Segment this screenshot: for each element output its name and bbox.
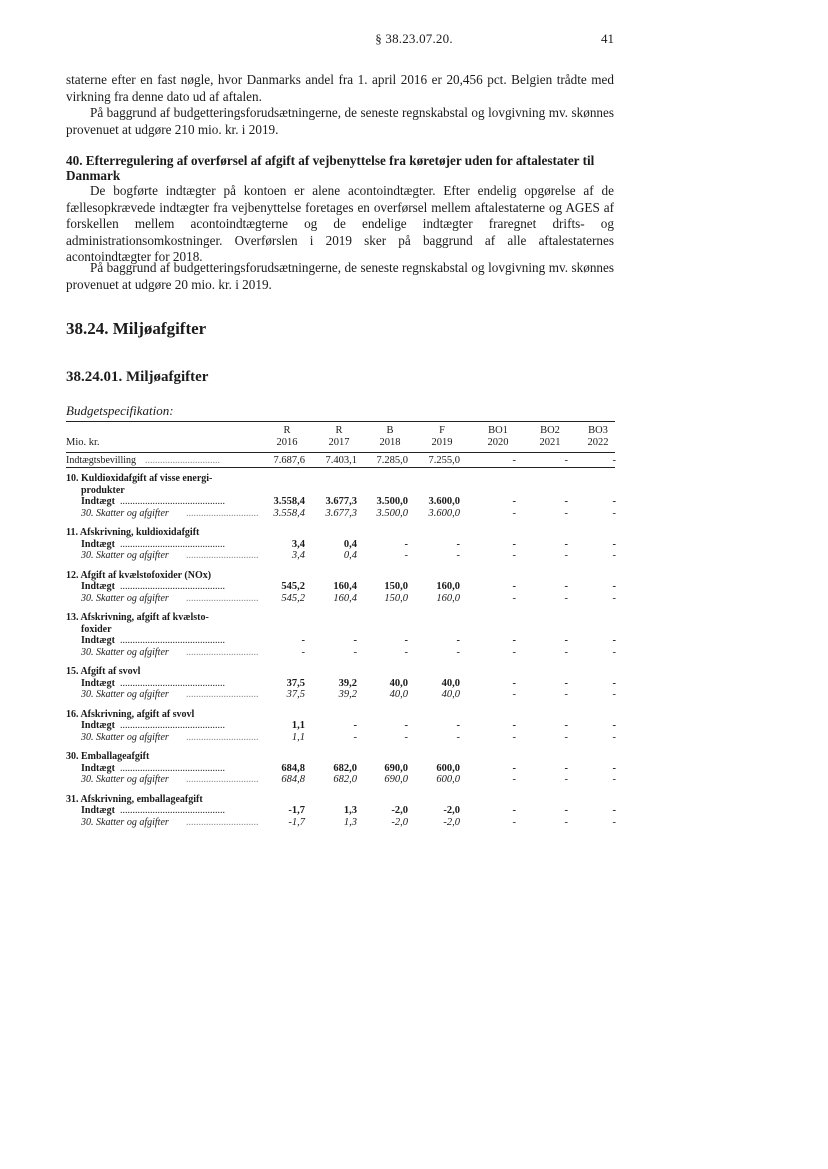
item-income-value: -: [612, 677, 616, 689]
item-title-line: produkter: [81, 484, 125, 496]
item-subaccount-value: 1,1: [291, 731, 305, 743]
item-subaccount-leader: .............................: [186, 550, 259, 561]
item-income-value: -: [612, 762, 616, 774]
item-income-value: -: [512, 496, 516, 507]
column-type-1: R: [335, 425, 343, 436]
item-subaccount-value: 160,0: [436, 592, 460, 604]
item-income-value: 1,3: [343, 805, 357, 816]
item-income-value: -: [564, 538, 568, 550]
item-subaccount-value: -: [612, 731, 616, 743]
column-year-2: 2018: [379, 437, 401, 448]
item-subaccount-label: 30. Skatter og afgifter: [81, 550, 169, 561]
item-subaccount-value: -: [612, 507, 616, 519]
item-income-value: 40,0: [389, 677, 408, 689]
item-income-leader: ..........................................: [120, 538, 225, 550]
item-income-label: Indtægt: [81, 805, 115, 816]
item-income-value: 160,4: [333, 581, 357, 592]
item-income-value: 0,4: [343, 538, 357, 550]
item-income-value: -: [564, 677, 568, 689]
item-subaccount-value: 1,3: [343, 816, 357, 828]
column-type-6: BO3: [588, 425, 608, 436]
item-subaccount-value: -: [404, 550, 408, 561]
item-income-leader: ..........................................: [120, 581, 225, 592]
item-income-value: -: [612, 581, 616, 592]
item-income-value: -: [512, 581, 516, 592]
item-subaccount-value: 37,5: [286, 689, 305, 700]
item-income-value: 684,8: [281, 762, 305, 774]
item-subaccount-value: -2,0: [391, 816, 408, 828]
item-subaccount-value: 690,0: [384, 774, 408, 785]
item-subaccount-label: 30. Skatter og afgifter: [81, 592, 169, 604]
item-income-label: Indtægt: [81, 762, 115, 774]
item-income-leader: ..........................................: [120, 635, 225, 646]
item-subaccount-value: -: [612, 646, 616, 658]
item-income-value: -: [456, 538, 460, 550]
item-income-value: 690,0: [384, 762, 408, 774]
item-title-line: 30. Emballageafgift: [66, 751, 150, 762]
item-title-line: 31. Afskrivning, emballageafgift: [66, 793, 203, 805]
item-subaccount-value: 684,8: [281, 774, 305, 785]
item-subaccount-leader: .............................: [186, 646, 259, 658]
total-leader: ..............................: [145, 455, 220, 466]
item-income-label: Indtægt: [81, 720, 115, 731]
item-subaccount-value: -: [564, 816, 568, 828]
column-year-5: 2021: [539, 437, 561, 448]
account-heading: 38.24.01. Miljøafgifter: [66, 369, 209, 385]
item-income-value: -: [612, 635, 616, 646]
item-income-leader: ..........................................: [120, 805, 225, 816]
item-income-leader: ..........................................: [120, 720, 225, 731]
item-income-value: -: [353, 720, 357, 731]
item-subaccount-value: 3.677,3: [325, 507, 357, 519]
item-subaccount-value: 600,0: [436, 774, 460, 785]
item-subaccount-value: -: [612, 550, 616, 561]
item-subaccount-value: -: [512, 550, 516, 561]
item-subaccount-label: 30. Skatter og afgifter: [81, 774, 169, 785]
section-40-heading: 40. Efterregulering af overførsel af afgift af vejbenyttelse fra køretøjer uden for aftalestater til Danmark: [66, 153, 595, 183]
item-income-value: -: [404, 538, 408, 550]
column-year-1: 2017: [328, 437, 350, 448]
item-subaccount-value: 160,4: [333, 592, 357, 604]
item-subaccount-value: -: [612, 816, 616, 828]
item-subaccount-value: -: [353, 731, 357, 743]
item-subaccount-value: -1,7: [288, 816, 305, 828]
item-income-label: Indtægt: [81, 496, 115, 507]
item-income-value: -: [512, 538, 516, 550]
budget-specification-label: Budgetspecifikation:: [66, 403, 174, 418]
item-subaccount-value: -: [353, 646, 357, 658]
item-subaccount-value: -: [564, 731, 568, 743]
item-subaccount-value: -: [404, 731, 408, 743]
page-number: 41: [601, 31, 614, 46]
section-reference: § 38.23.07.20.: [375, 31, 453, 46]
item-subaccount-label: 30. Skatter og afgifter: [81, 816, 169, 828]
item-subaccount-leader: .............................: [186, 774, 259, 785]
item-income-value: 3.600,0: [428, 496, 460, 507]
column-type-2: B: [386, 425, 394, 436]
item-subaccount-value: -: [512, 689, 516, 700]
item-income-value: -: [612, 538, 616, 550]
total-value-2: 7.285,0: [376, 455, 408, 466]
item-income-value: -: [353, 635, 357, 646]
intro-paragraph-1: staterne efter en fast nøgle, hvor Danmarks andel fra 1. april 2016 er 20,456 pct. Belgien trådte med virkning fra denne dato ud af aftalen.: [66, 72, 614, 104]
item-income-value: -2,0: [391, 805, 408, 816]
item-subaccount-value: -: [564, 689, 568, 700]
item-income-value: -: [301, 635, 305, 646]
column-year-6: 2022: [587, 437, 609, 448]
item-income-value: -: [512, 677, 516, 689]
item-subaccount-label: 30. Skatter og afgifter: [81, 731, 169, 743]
intro-paragraph-2: På baggrund af budgetteringsforudsætningerne, de seneste regnskabstal og lovgivning mv. skønnes provenuet at udgøre 210 mio. kr. i 2019.: [66, 105, 614, 137]
item-subaccount-value: 40,0: [441, 689, 460, 700]
item-income-value: -: [564, 635, 568, 646]
item-subaccount-value: 545,2: [281, 592, 305, 604]
item-subaccount-value: 39,2: [338, 689, 357, 700]
item-title-line: 16. Afskrivning, afgift af svovl: [66, 708, 195, 720]
item-title-line: 12. Afgift af kvælstofoxider (NOx): [66, 569, 212, 581]
item-subaccount-label: 30. Skatter og afgifter: [81, 507, 169, 519]
item-income-value: 40,0: [441, 677, 460, 689]
item-subaccount-value: 40,0: [389, 689, 408, 700]
item-income-value: 160,0: [436, 581, 460, 592]
total-label: Indtægtsbevilling: [66, 455, 136, 466]
item-income-leader: ..........................................: [120, 496, 225, 507]
item-income-value: -: [512, 635, 516, 646]
total-value-6: -: [612, 455, 616, 466]
item-income-value: 3,4: [291, 538, 305, 550]
item-income-value: 545,2: [281, 581, 305, 592]
item-income-value: -: [404, 720, 408, 731]
item-income-value: 150,0: [384, 581, 408, 592]
item-subaccount-value: -: [512, 507, 516, 519]
item-subaccount-value: 682,0: [333, 774, 357, 785]
item-subaccount-value: -: [301, 646, 305, 658]
item-subaccount-value: -: [564, 646, 568, 658]
item-income-value: 682,0: [333, 762, 357, 774]
item-subaccount-value: 3.600,0: [428, 507, 460, 519]
column-year-3: 2019: [431, 437, 453, 448]
item-income-label: Indtægt: [81, 538, 115, 550]
item-income-value: 3.500,0: [376, 496, 408, 507]
item-subaccount-leader: .............................: [186, 592, 259, 604]
item-income-value: -: [564, 581, 568, 592]
item-income-value: 600,0: [436, 762, 460, 774]
chapter-heading: 38.24. Miljøafgifter: [66, 319, 207, 338]
column-year-4: 2020: [487, 437, 509, 448]
item-subaccount-value: -: [512, 646, 516, 658]
item-subaccount-value: 3.558,4: [273, 507, 305, 519]
item-income-value: -: [612, 496, 616, 507]
item-income-value: 37,5: [286, 677, 305, 689]
item-income-leader: ..........................................: [120, 677, 225, 689]
item-subaccount-value: -: [612, 592, 616, 604]
item-income-value: 39,2: [338, 677, 357, 689]
item-income-label: Indtægt: [81, 677, 115, 689]
item-subaccount-value: -: [564, 774, 568, 785]
item-subaccount-value: -2,0: [443, 816, 460, 828]
item-income-label: Indtægt: [81, 635, 115, 646]
total-value-5: -: [564, 455, 568, 466]
item-title-line: foxider: [81, 623, 112, 635]
item-title-line: 10. Kuldioxidafgift af visse energi-: [66, 473, 213, 484]
item-subaccount-value: -: [456, 731, 460, 743]
item-income-value: -: [512, 762, 516, 774]
column-type-3: F: [439, 425, 445, 436]
item-subaccount-value: 3,4: [291, 550, 305, 561]
unit-label: Mio. kr.: [66, 437, 100, 448]
item-subaccount-value: -: [512, 731, 516, 743]
item-subaccount-leader: .............................: [186, 816, 259, 828]
item-income-value: -: [564, 805, 568, 816]
item-income-value: -: [612, 805, 616, 816]
item-income-value: 3.677,3: [325, 496, 357, 507]
item-income-value: 3.558,4: [273, 496, 305, 507]
item-income-value: -: [456, 720, 460, 731]
column-type-5: BO2: [540, 425, 560, 436]
item-subaccount-value: -: [564, 592, 568, 604]
item-subaccount-value: -: [564, 550, 568, 561]
item-income-value: -: [456, 635, 460, 646]
item-subaccount-value: -: [512, 774, 516, 785]
item-income-leader: ..........................................: [120, 762, 225, 774]
item-income-value: -: [564, 720, 568, 731]
item-income-label: Indtægt: [81, 581, 115, 592]
item-income-value: -: [612, 720, 616, 731]
item-income-value: -: [564, 762, 568, 774]
item-income-value: -: [512, 720, 516, 731]
item-income-value: -: [404, 635, 408, 646]
item-subaccount-value: -: [612, 689, 616, 700]
item-subaccount-value: -: [512, 592, 516, 604]
section-40-paragraph-1: De bogførte indtægter på kontoen er alene acontoindtægter. Efter endelig opgørelse af de fællesopkrævede indtægter fra vejbenyttelse foretages en overførsel mellem aftalestaterne og AGES af forskellen mellem acontoindtægterne og de endelige indtægter fraregnet drifts- og administrationsomkostninger. Overførslen i 2019 sker på baggrund af alle aftalestaternes acontoindtægter for 2018.: [66, 183, 614, 264]
item-subaccount-value: 150,0: [384, 592, 408, 604]
column-year-0: 2016: [276, 437, 298, 448]
item-title-line: 13. Afskrivning, afgift af kvælsto-: [66, 612, 209, 623]
item-income-value: -1,7: [288, 805, 305, 816]
item-subaccount-label: 30. Skatter og afgifter: [81, 646, 169, 658]
total-value-0: 7.687,6: [273, 455, 305, 466]
item-subaccount-value: -: [404, 646, 408, 658]
total-value-1: 7.403,1: [325, 455, 357, 466]
item-subaccount-value: -: [512, 816, 516, 828]
total-value-3: 7.255,0: [428, 455, 460, 466]
item-subaccount-leader: .............................: [186, 689, 259, 700]
item-income-value: -2,0: [443, 805, 460, 816]
item-income-value: -: [512, 805, 516, 816]
column-type-0: R: [283, 425, 291, 436]
item-title-line: 11. Afskrivning, kuldioxidafgift: [66, 527, 200, 538]
item-subaccount-value: 0,4: [343, 550, 357, 561]
item-subaccount-value: -: [456, 646, 460, 658]
item-subaccount-leader: .............................: [186, 731, 259, 743]
item-income-value: -: [564, 496, 568, 507]
item-subaccount-value: 3.500,0: [376, 507, 408, 519]
total-value-4: -: [512, 455, 516, 466]
item-subaccount-label: 30. Skatter og afgifter: [81, 689, 169, 700]
item-subaccount-value: -: [456, 550, 460, 561]
item-subaccount-value: -: [564, 507, 568, 519]
item-subaccount-leader: .............................: [186, 507, 259, 519]
item-title-line: 15. Afgift af svovl: [66, 666, 141, 677]
section-40-paragraph-2: På baggrund af budgetteringsforudsætningerne, de seneste regnskabstal og lovgivning mv. skønnes provenuet at udgøre 20 mio. kr. i 2019.: [66, 260, 614, 292]
item-income-value: 1,1: [291, 720, 305, 731]
column-type-4: BO1: [488, 425, 508, 436]
item-subaccount-value: -: [612, 774, 616, 785]
